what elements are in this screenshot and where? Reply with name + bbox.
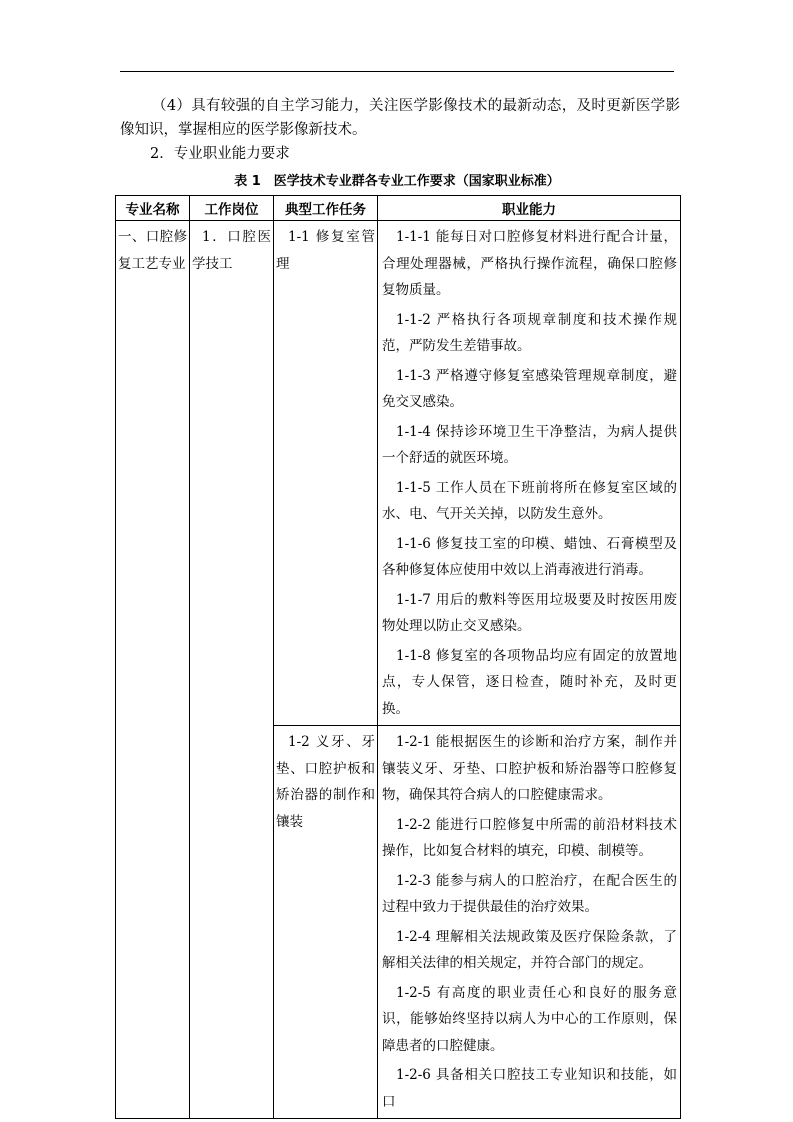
task-name: 1-2 义牙、牙垫、口腔护板和矫治器的制作和镶装 — [276, 734, 375, 830]
header-ability: 职业能力 — [378, 196, 681, 221]
ability-item: 1-1-4 保持诊环境卫生干净整洁，为病人提供一个舒适的就医环境。 — [382, 423, 677, 466]
ability-cell — [378, 726, 681, 1119]
ability-item: 1-2-2 能进行口腔修复中所需的前沿材料技术操作，比如复合材料的填充，印模、制模等。 — [382, 816, 677, 859]
ability-item: 1-1-3 严格遵守修复室感染管理规章制度，避免交叉感染。 — [382, 367, 677, 410]
requirements-table — [115, 195, 681, 1119]
ability-item: 1-1-1 能每日对口腔修复材料进行配合计量，合理处理器械，严格执行操作流程，确保口腔修复物质量。 — [382, 229, 677, 298]
header-rule — [120, 71, 674, 72]
section-heading: 2．专业职业能力要求 — [150, 146, 290, 162]
table-row — [116, 221, 681, 726]
major-name: 一、口腔修复工艺专业 — [118, 229, 187, 272]
header-major: 专业名称 — [116, 196, 190, 221]
table-caption: 表 1 医学技术专业群各专业工作要求（国家职业标准） — [234, 174, 560, 189]
ability-item: 1-2-1 能根据医生的诊断和治疗方案，制作并镶装义牙、牙垫、口腔护板和矫治器等口腔修复物，确保其符合病人的口腔健康需求。 — [382, 734, 677, 803]
major-cell — [116, 221, 190, 1119]
ability-item: 1-2-4 理解相关法规政策及医疗保险条款，了解相关法律的相关规定，并符合部门的规定。 — [382, 928, 677, 971]
ability-item: 1-1-6 修复技工室的印模、蜡蚀、石膏模型及各种修复体应使用中效以上消毒液进行消毒。 — [382, 535, 677, 578]
ability-item: 1-1-5 工作人员在下班前将所在修复室区域的水、电、气开关关掉，以防发生意外。 — [382, 479, 677, 522]
ability-item: 1-1-2 严格执行各项规章制度和技术操作规范，严防发生差错事故。 — [382, 311, 677, 354]
task-name: 1-1 修复室管理 — [276, 229, 375, 272]
header-task: 典型工作任务 — [274, 196, 378, 221]
task-cell — [274, 726, 378, 1119]
table-header-row — [116, 196, 681, 221]
post-name: 1．口腔医学技工 — [192, 229, 271, 272]
ability-item: 1-2-5 有高度的职业责任心和良好的服务意识，能够始终坚持以病人为中心的工作原则，保障患者的口腔健康。 — [382, 984, 677, 1054]
paragraph-4: （4）具有较强的自主学习能力，关注医学影像技术的最新动态，及时更新医学影像知识，掌握相应的医学影像新技术。 — [120, 98, 680, 138]
post-cell — [190, 221, 274, 1119]
ability-cell — [378, 221, 681, 726]
ability-item: 1-2-3 能参与病人的口腔治疗，在配合医生的过程中致力于提供最佳的治疗效果。 — [382, 872, 677, 915]
ability-item: 1-1-7 用后的敷料等医用垃圾要及时按医用废物处理以防止交叉感染。 — [382, 591, 677, 634]
ability-item: 1-1-8 修复室的各项物品均应有固定的放置地点，专人保管，逐日检查，随时补充，及时更换。 — [382, 647, 677, 717]
ability-item: 1-2-6 具备相关口腔技工专业知识和技能，如口 — [382, 1067, 677, 1110]
header-post: 工作岗位 — [190, 196, 274, 221]
task-cell — [274, 221, 378, 726]
